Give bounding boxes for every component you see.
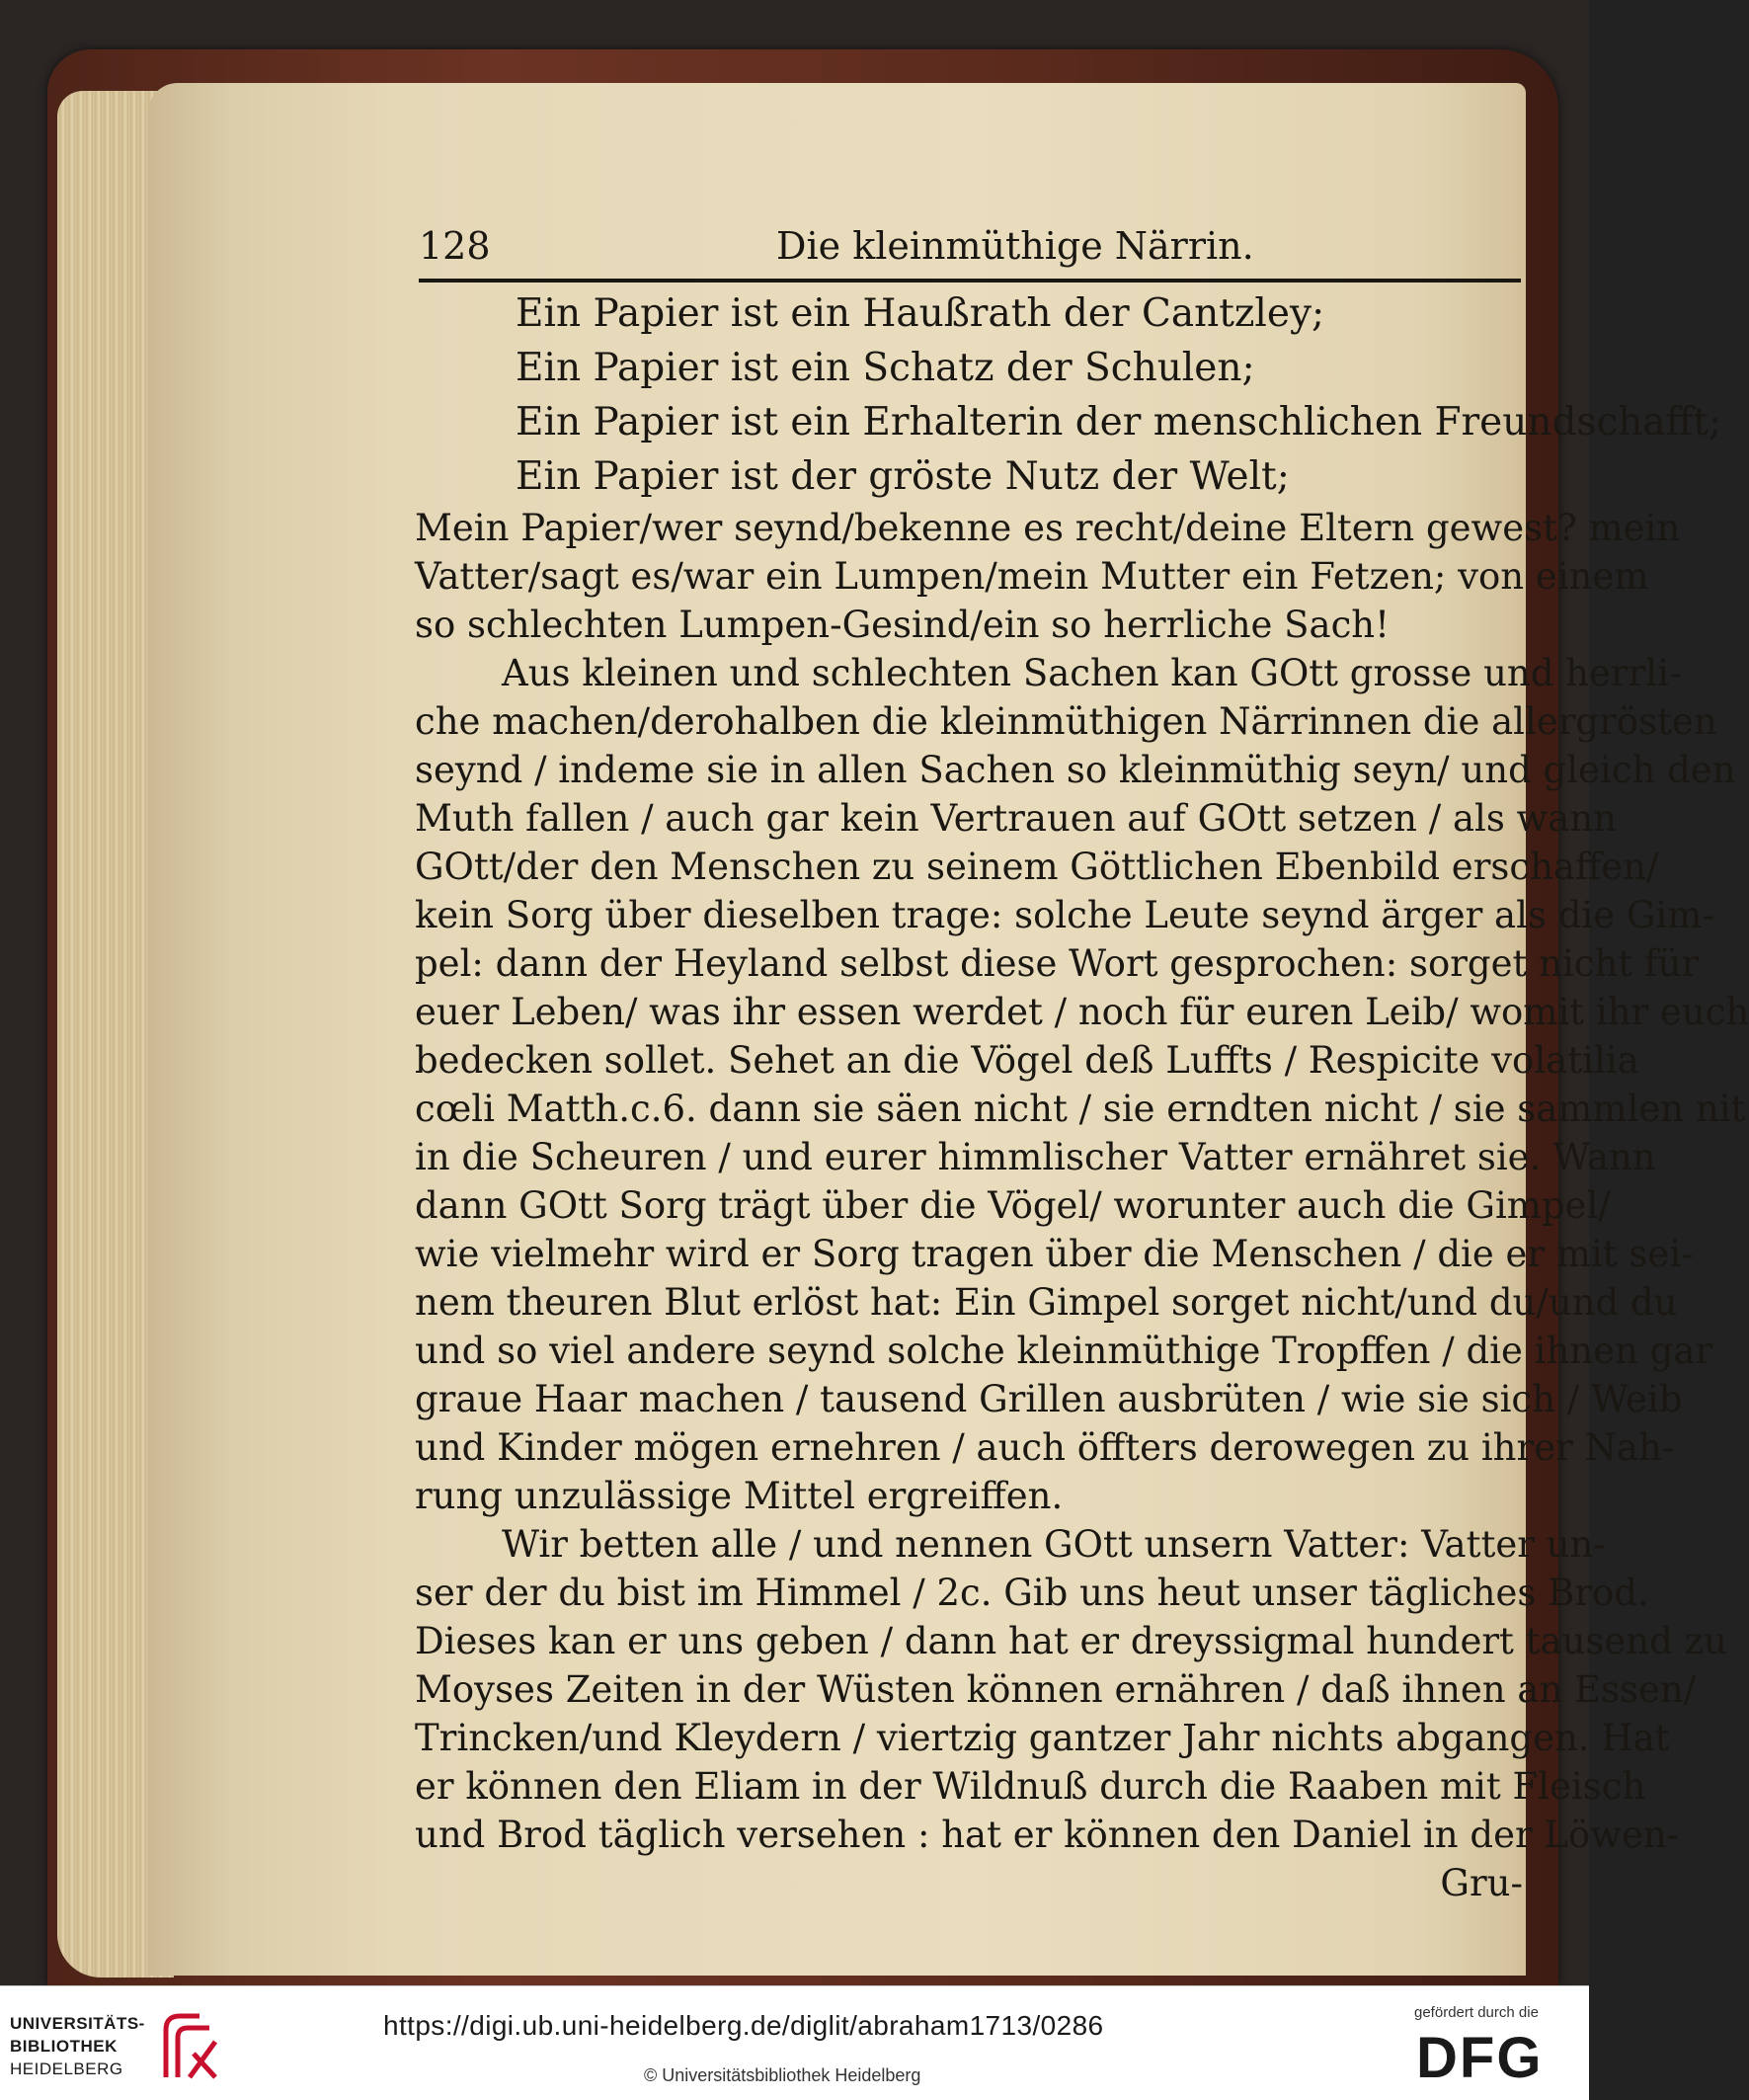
- library-name: [10, 2012, 145, 2080]
- text-line: dann GOtt Sorg trägt über die Vögel/ worunter auch die Gimpel/: [415, 1184, 1611, 1227]
- text-line: pel: dann der Heyland selbst diese Wort gesprochen: sorget nicht für: [415, 942, 1700, 985]
- text-line: Trincken/und Kleydern / viertzig gantzer Jahr nichts abgangen. Hat: [415, 1717, 1670, 1759]
- prose-block: [415, 504, 1749, 1907]
- permalink-url[interactable]: https://digi.ub.uni-heidelberg.de/diglit/abraham1713/0286: [383, 2010, 1104, 2041]
- verse-line: Ein Papier ist ein Schatz der Schulen;: [516, 346, 1255, 390]
- text-line: kein Sorg über dieselben trage: solche Leute seynd ärger als die Gim-: [415, 894, 1714, 936]
- text-line: che machen/derohalben die kleinmüthigen Närrinnen die allergrösten: [415, 700, 1717, 743]
- text-line: euer Leben/ was ihr essen werdet / noch für euren Leib/ womit ihr euch: [415, 991, 1749, 1033]
- funding-notice: gefördert durch die: [1414, 2004, 1539, 2021]
- text-line: Mein Papier/wer seynd/bekenne es recht/deine Eltern gewest? mein: [415, 507, 1681, 549]
- page-number: 128: [419, 224, 491, 268]
- text-line: graue Haar machen / tausend Grillen ausbrüten / wie sie sich / Weib: [415, 1378, 1683, 1420]
- verse-line: Ein Papier ist ein Haußrath der Cantzley;: [516, 291, 1325, 336]
- text-line: und Kinder mögen ernehren / auch öffters derowegen zu ihrer Nah-: [415, 1426, 1675, 1469]
- text-line: Aus kleinen und schlechten Sachen kan GOtt grosse und herrli-: [502, 652, 1682, 694]
- verse-line: Ein Papier ist der gröste Nutz der Welt;: [516, 454, 1290, 499]
- text-line: er können den Eliam in der Wildnuß durch die Raaben mit Fleisch: [415, 1765, 1646, 1808]
- text-line: nem theuren Blut erlöst hat: Ein Gimpel sorget nicht/und du/und du: [415, 1281, 1678, 1324]
- dfg-logo-icon[interactable]: [1414, 2026, 1562, 2090]
- text-line: Moyses Zeiten in der Wüsten können ernähren / daß ihnen an Essen/: [415, 1668, 1697, 1711]
- library-logo[interactable]: [10, 2006, 227, 2085]
- catchword: Gru-: [1440, 1862, 1523, 1904]
- dfg-logo-text: DFG: [1416, 2026, 1544, 2090]
- page-header: [419, 221, 1521, 271]
- viewer-footer: [0, 1985, 1589, 2100]
- verse-line: Ein Papier ist ein Erhalterin der menschlichen Freundschafft;: [516, 400, 1722, 444]
- text-line: in die Scheuren / und eurer himmlischer Vatter ernähret sie. Wann: [415, 1136, 1656, 1178]
- library-name-line: HEIDELBERG: [10, 2060, 123, 2078]
- library-name-line: UNIVERSITÄTS-: [10, 2014, 145, 2033]
- text-line: cœli Matth.c.6. dann sie säen nicht / sie erndten nicht / sie sammlen nit: [415, 1088, 1746, 1130]
- library-name-line: BIBLIOTHEK: [10, 2037, 118, 2056]
- text-line: seynd / indeme sie in allen Sachen so kleinmüthig seyn/ und gleich den: [415, 749, 1736, 791]
- text-line: Dieses kan er uns geben / dann hat er dreyssigmal hundert tausend zu: [415, 1620, 1727, 1662]
- verse-block: [516, 286, 1722, 504]
- text-line: GOtt/der den Menschen zu seinem Göttlichen Ebenbild erschaffen/: [415, 846, 1659, 888]
- header-rule: [419, 279, 1521, 283]
- text-line: wie vielmehr wird er Sorg tragen über die Menschen / die er mit sei-: [415, 1233, 1694, 1275]
- text-line: und Brod täglich versehen : hat er können den Daniel in der Löwen-: [415, 1814, 1680, 1856]
- text-line: rung unzulässige Mittel ergreiffen.: [415, 1475, 1064, 1517]
- text-line: Vatter/sagt es/war ein Lumpen/mein Mutter ein Fetzen; von einem: [415, 555, 1649, 598]
- running-title: Die kleinmüthige Närrin.: [776, 224, 1254, 268]
- text-line: und so viel andere seynd solche kleinmüthige Tropffen / die ihnen gar: [415, 1330, 1713, 1372]
- text-line: ser der du bist im Himmel / 2c. Gib uns heut unser tägliches Brod.: [415, 1572, 1649, 1614]
- page-content: [267, 0, 1749, 1985]
- text-line: Muth fallen / auch gar kein Vertrauen auf GOtt setzen / als wann: [415, 797, 1618, 840]
- text-line: Wir betten alle / und nennen GOtt unsern Vatter: Vatter un-: [502, 1523, 1606, 1566]
- text-line: bedecken sollet. Sehet an die Vögel deß Luffts / Respicite volatilia: [415, 1039, 1639, 1082]
- copyright-notice: © Universitätsbibliothek Heidelberg: [644, 2065, 921, 2085]
- text-line: so schlechten Lumpen-Gesind/ein so herrliche Sach!: [415, 604, 1391, 646]
- ub-heidelberg-logo-icon: [160, 2008, 221, 2083]
